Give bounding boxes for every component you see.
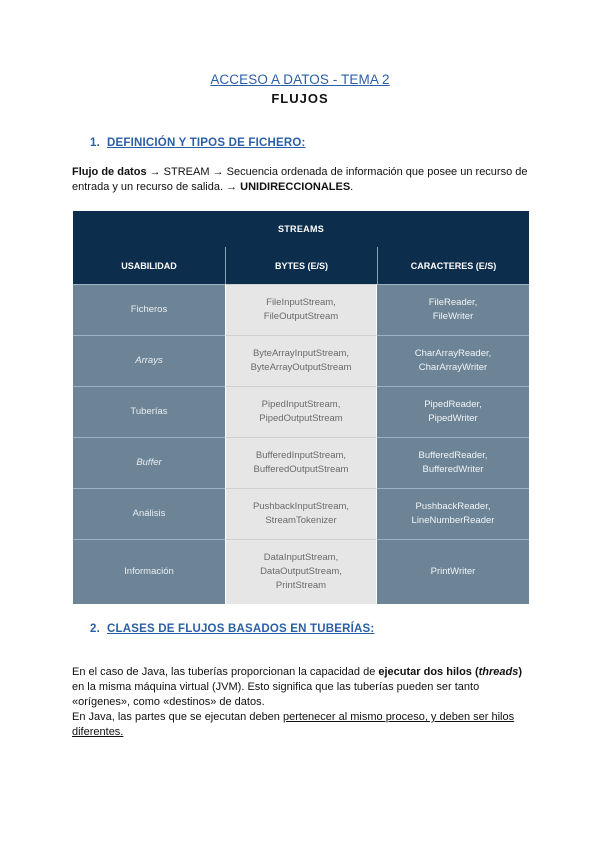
chars-class: PipedWriter <box>428 413 478 424</box>
usage-cell: Arrays <box>73 335 225 386</box>
bytes-class: DataOutputStream, <box>260 566 342 577</box>
section-2-paragraph-1 <box>72 665 532 710</box>
bytes-class: ByteArrayInputStream, <box>252 348 350 359</box>
p1-bold-b: ejecutar dos hilos ( <box>378 666 479 678</box>
section-2-paragraph <box>72 665 532 740</box>
chars-class: LineNumberReader <box>411 515 495 526</box>
p2-underlined: pertenecer al mismo proceso, y deben ser hilos diferentes. <box>72 711 515 738</box>
p1-text-e: en la misma máquina virtual (JVM). Esto significa que las tuberías pueden ser tanto «orígenes», como «destinos» de datos. <box>72 681 480 708</box>
p1-text-a: En el caso de Java, las tuberías proporcionan la capacidad de <box>72 666 379 678</box>
bytes-cell <box>225 335 377 386</box>
usage-cell: Ficheros <box>73 284 225 335</box>
bytes-cell <box>225 386 377 437</box>
table-header-row <box>73 247 529 284</box>
usage-cell: Buffer <box>73 437 225 488</box>
chars-class: PrintWriter <box>430 566 476 577</box>
header-bytes: BYTES (E/S) <box>225 247 377 284</box>
usage-cell: Análisis <box>73 488 225 539</box>
chars-cell <box>377 386 529 437</box>
chars-class: PushbackReader, <box>415 501 491 512</box>
table-caption-row <box>73 211 529 247</box>
bytes-class: StreamTokenizer <box>265 515 337 526</box>
chars-cell <box>377 488 529 539</box>
bytes-cell <box>225 437 377 488</box>
p1-bold-italic-threads: threads <box>478 666 519 678</box>
header-chars: CARACTERES (E/S) <box>377 247 529 284</box>
chars-class: BufferedReader, <box>418 450 488 461</box>
table-row <box>73 437 529 488</box>
bytes-cell <box>225 488 377 539</box>
bytes-class: FileInputStream, <box>266 297 336 308</box>
chars-cell <box>377 335 529 386</box>
bytes-class: PrintStream <box>275 580 327 591</box>
p1-bold-d: ) <box>518 666 523 678</box>
table-row <box>73 539 529 604</box>
bytes-class: FileOutputStream <box>263 311 339 322</box>
chars-class: FileWriter <box>432 311 474 322</box>
p2-text-a: En Java, las partes que se ejecutan deben <box>72 711 283 723</box>
table-row <box>73 335 529 386</box>
chars-cell <box>377 284 529 335</box>
chars-cell <box>377 539 529 604</box>
bytes-cell <box>225 539 377 604</box>
term-bold: Flujo de datos <box>72 166 147 178</box>
unidirectional-bold: UNIDIRECCIONALES <box>240 181 351 193</box>
chars-class: BufferedWriter <box>422 464 484 475</box>
usage-cell: Información <box>73 539 225 604</box>
chars-class: CharArrayReader, <box>414 348 492 359</box>
document-title: ACCESO A DATOS - TEMA 2 <box>210 72 390 87</box>
chars-class: FileReader, <box>428 297 478 308</box>
chars-class: CharArrayWriter <box>418 362 488 373</box>
section-2-number: 2. <box>90 623 100 635</box>
bytes-class: PushbackInputStream, <box>252 501 350 512</box>
streams-table <box>73 211 529 604</box>
bytes-cell <box>225 284 377 335</box>
bytes-class: PipedOutputStream <box>259 413 343 424</box>
section-1-paragraph <box>72 165 532 195</box>
chars-class: PipedReader, <box>424 399 482 410</box>
document-subtitle: FLUJOS <box>271 91 329 106</box>
header-usage: USABILIDAD <box>121 260 177 271</box>
section-1-title: DEFINICIÓN Y TIPOS DE FICHERO: <box>107 137 306 149</box>
definition-text: → STREAM → Secuencia ordenada de información que posee un recurso de entrada y un recurso de salida. → <box>72 166 528 193</box>
bytes-class: BufferedOutputStream <box>253 464 349 475</box>
table-row <box>73 386 529 437</box>
section-2-paragraph-2 <box>72 710 532 740</box>
table-row <box>73 488 529 539</box>
bytes-class: ByteArrayOutputStream <box>250 362 352 373</box>
period: . <box>350 181 354 193</box>
chars-cell <box>377 437 529 488</box>
bytes-class: DataInputStream, <box>263 552 339 563</box>
section-1-number: 1. <box>90 137 100 149</box>
table-caption: STREAMS <box>277 224 325 234</box>
bytes-class: BufferedInputStream, <box>255 450 347 461</box>
table-row <box>73 284 529 335</box>
bytes-class: PipedInputStream, <box>261 399 341 410</box>
section-2-title: CLASES DE FLUJOS BASADOS EN TUBERÍAS: <box>107 623 375 635</box>
usage-cell: Tuberías <box>73 386 225 437</box>
